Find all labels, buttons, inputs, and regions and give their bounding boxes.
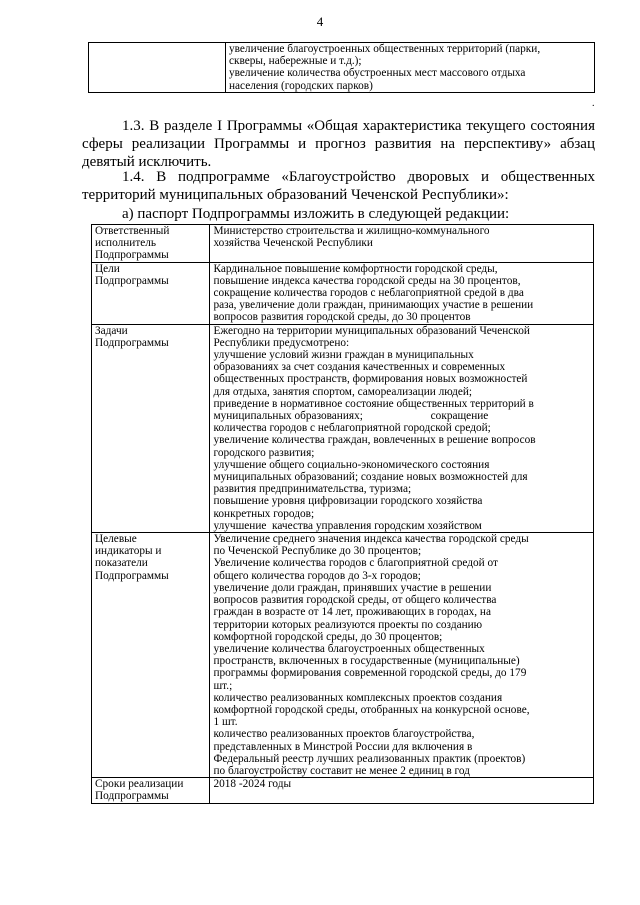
text-line: комфортной городской среды, до 30 процентов; xyxy=(213,630,443,643)
text-line: 1 шт. xyxy=(213,716,238,729)
text-line: вопросов развития городской среды, от общего количества xyxy=(213,594,497,607)
text-line: Министерство строительства и жилищно-коммунального xyxy=(213,225,490,237)
label-line: Подпрограммы xyxy=(95,790,169,803)
text-line: шт.; xyxy=(213,679,233,692)
text-line: представленных в Минстрой России для включения в xyxy=(213,740,473,753)
row-content xyxy=(210,533,594,778)
text-line: увеличение количества обустроенных мест массового отдыха xyxy=(229,67,526,80)
table-row xyxy=(89,43,595,93)
page-number: 4 xyxy=(316,14,324,29)
label-line: Подпрограммы xyxy=(95,336,169,349)
row-label xyxy=(92,225,210,263)
label-line: Подпрограммы xyxy=(95,274,169,287)
label-line: Целевые xyxy=(95,533,137,546)
row-content xyxy=(210,225,594,263)
table-row xyxy=(92,533,594,778)
text-line: Увеличение количества городов с благоприятной средой от xyxy=(213,557,498,570)
text-line: хозяйства Чеченской Республики xyxy=(213,237,373,250)
row-content xyxy=(210,262,594,324)
label-line: Сроки реализации xyxy=(95,778,184,791)
table-row xyxy=(92,225,594,263)
paragraph-1-4: 1.4. В подпрограмме «Благоустройство дворовых и общественных территорий муниципальных образований Чеченской Республики»: xyxy=(82,169,595,203)
text-line: муниципальных образованиях; сокращение xyxy=(213,410,489,423)
text-line: улучшение качества управления городским хозяйством xyxy=(213,519,482,532)
text-line: Ежегодно на территории муниципальных образований Чеченской xyxy=(213,324,530,337)
text-line: программы формирования современной городской среды, до 179 xyxy=(213,667,527,680)
text-line: муниципальных образований; создание новых возможностей для xyxy=(213,471,528,484)
label-line: Ответственный xyxy=(95,225,170,237)
label-line: индикаторы и xyxy=(95,545,162,558)
text-line: увеличение количества благоустроенных общественных xyxy=(213,642,485,655)
text-line: граждан в возрасте от 14 лет, проживающих в городах, на xyxy=(213,606,491,619)
text-line: сокращение количества городов с неблагоприятной средой в два xyxy=(213,287,524,300)
label-line: Подпрограммы xyxy=(95,249,169,262)
row-label xyxy=(92,262,210,324)
text-line: по благоустройству составит не менее 2 единиц в год xyxy=(213,764,470,777)
text-line: общего количества городов до 3-х городов; xyxy=(213,569,421,582)
text-line: территории которых реализуются проекты по созданию xyxy=(213,618,483,631)
paragraph-1-3: 1.3. В разделе I Программы «Общая характеристика текущего состояния сферы реализации Программы и прогноз развития на перспективу» абзац девятый исключить. xyxy=(82,118,595,170)
empty-cell xyxy=(89,43,226,93)
text-line: количество реализованных проектов благоустройства, xyxy=(213,728,475,741)
text-line: увеличение доли граждан, принявших участие в решении xyxy=(213,581,492,594)
text-line: Федеральный реестр лучших реализованных практик (проектов) xyxy=(213,752,526,765)
continuation-table xyxy=(88,42,595,93)
text-line: увеличение количества граждан, вовлеченных в решение вопросов xyxy=(213,434,536,447)
text-line: скверы, набережные и т.д.); xyxy=(229,55,362,68)
table-row xyxy=(92,262,594,324)
text-line: приведение в нормативное состояние общественных территорий в xyxy=(213,397,534,410)
text-line: конкретных городов; xyxy=(213,507,315,520)
text-line: Кардинальное повышение комфортности городской среды, xyxy=(213,262,498,275)
row-content xyxy=(210,324,594,532)
text-line: городского развития; xyxy=(213,446,315,459)
text-line: увеличение благоустроенных общественных территорий (парки, xyxy=(229,43,541,55)
text-line: населения (городских парков) xyxy=(229,79,373,92)
text-line: улучшение условий жизни граждан в муниципальных xyxy=(213,349,474,362)
text-line: образованиях за счет создания качественных и современных xyxy=(213,361,506,374)
label-line: Задачи xyxy=(95,324,128,337)
row-content xyxy=(210,778,594,803)
text-line: комфортной городской среды, отобранных на конкурсной основе, xyxy=(213,703,530,716)
label-line: Цели xyxy=(95,262,120,275)
paragraph-1-4-a: а) паспорт Подпрограммы изложить в следующей редакции: xyxy=(122,206,510,222)
stray-mark: . xyxy=(592,98,595,109)
table-row xyxy=(92,324,594,532)
text-line: по Чеченской Республике до 30 процентов; xyxy=(213,545,422,558)
text-line: количество реализованных комплексных проектов создания xyxy=(213,691,503,704)
text-line: развития предпринимательства, туризма; xyxy=(213,483,412,496)
row-label xyxy=(92,533,210,778)
text-line: количества городов с неблагоприятной городской средой; xyxy=(213,422,491,435)
text-line: для отдыха, занятия спортом, самореализации людей; xyxy=(213,385,473,398)
text-line: повышение индекса качества городской среды на 30 процентов, xyxy=(213,274,521,287)
text-line: общественных пространств, формирования новых возможностей xyxy=(213,373,528,386)
text-line: Республики предусмотрено: xyxy=(213,336,350,349)
text-line: вопросов развития городской среды, до 30 процентов xyxy=(213,311,471,324)
passport-table xyxy=(91,224,594,804)
text-line: Увеличение среднего значения индекса качества городской среды xyxy=(213,533,529,546)
label-line: исполнитель xyxy=(95,237,157,250)
continuation-cell xyxy=(226,43,595,93)
label-line: показатели xyxy=(95,557,148,570)
row-label xyxy=(92,778,210,803)
text-line: раза, увеличение доли граждан, принимающих участие в решении xyxy=(213,299,534,312)
row-label xyxy=(92,324,210,532)
text-line: повышение уровня цифровизации городского хозяйства xyxy=(213,495,483,508)
label-line: Подпрограммы xyxy=(95,569,169,582)
text-line: улучшение общего социально-экономического состояния xyxy=(213,458,490,471)
text-line: пространств, включенных в государственные (муниципальные) xyxy=(213,655,520,668)
text-line: 2018 -2024 годы xyxy=(213,778,292,791)
table-row xyxy=(92,778,594,803)
